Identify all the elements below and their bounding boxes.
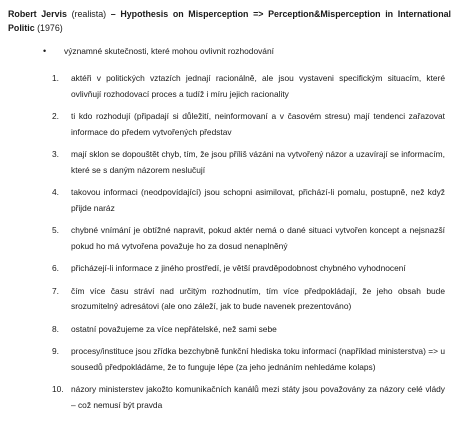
item-text: ostatní považujeme za více nepřátelské, než sami sebe: [71, 323, 277, 334]
bullet-mark: •: [43, 46, 47, 56]
item-text: ti kdo rozhodují (připadají si důležití, neinformovaní a v časovém stresu) mají tendenci zařazovat informace do předem vytvořených představ: [71, 111, 445, 137]
list-item: [52, 284, 451, 315]
item-number: 8.: [52, 323, 59, 334]
author-school: (realista): [66, 9, 111, 19]
hypothesis-list: [8, 71, 451, 413]
list-item: [52, 71, 451, 102]
item-number: 3.: [52, 149, 59, 159]
item-text: čím více času stráví nad určitým rozhodnutím, tím více předpokládají, že jeho obsah bude srozumitelný adresátovi (ale ono záleží, jak to bude navenek prezentováno): [71, 285, 445, 311]
item-number: 7.: [52, 285, 59, 296]
item-number: 2.: [52, 111, 59, 121]
list-item: [52, 382, 451, 413]
list-item: [52, 223, 451, 254]
item-text: chybné vnímání je obtížné napravit, pokud aktér nemá o dané situaci vytvořen koncept a nejsnazší pokud ho má vytvořena považuje ho za dosud nenaplněný: [71, 225, 445, 251]
list-item: [52, 261, 451, 277]
list-item: [52, 185, 451, 216]
item-text: takovou informaci (neodpovídající) jsou schopni asimilovat, přichází-li pomalu, postupně, než když přijde naráz: [71, 187, 445, 213]
item-text: procesy/instituce jsou zřídka bezchybně funkční hlediska toku informací (například ministerstva) => u sousedů předpokládáme, že to funguje lépe (za jeho jednáním nehledáme kolaps): [71, 346, 445, 372]
item-number: 5.: [52, 225, 59, 235]
item-number: 4.: [52, 187, 59, 197]
intro-bullet-text: významné skutečnosti, které mohou ovlivnit rozhodování: [64, 46, 274, 56]
list-item: [52, 147, 451, 178]
document-heading: [8, 7, 451, 35]
list-item: [52, 344, 451, 375]
item-text: aktéři v politických vztazích jednají racionálně, ale jsou vystaveni specifickým situacím, které ovlivňují rozhodovací proces a tudíž i míru jejich racionality: [71, 73, 445, 99]
item-number: 1.: [52, 73, 59, 83]
author-name: Robert Jervis: [8, 9, 67, 19]
item-text: přicházejí-li informace z jiného prostředí, je větší pravděpodobnost chybného vyhodnocení: [71, 263, 406, 273]
item-number: 9.: [52, 346, 59, 356]
intro-bullet: [43, 45, 451, 57]
publication-year: (1976): [34, 23, 63, 33]
item-text: názory ministerstev jakožto komunikačních kanálů mezi státy jsou považovány za názory celé vlády – což nemusí být pravda: [71, 384, 445, 410]
work-title: – Hypothesis on Misperception => Perception&Misperception in International Politic: [8, 9, 452, 33]
item-number: 10.: [52, 384, 64, 394]
list-item: [52, 322, 451, 338]
list-item: [52, 109, 451, 140]
item-number: 6.: [52, 263, 59, 273]
item-text: mají sklon se dopouštět chyb, tím, že jsou příliš vázáni na vytvořený názor a uzavírají se informacím, které se s daným názorem neslučují: [71, 149, 445, 175]
